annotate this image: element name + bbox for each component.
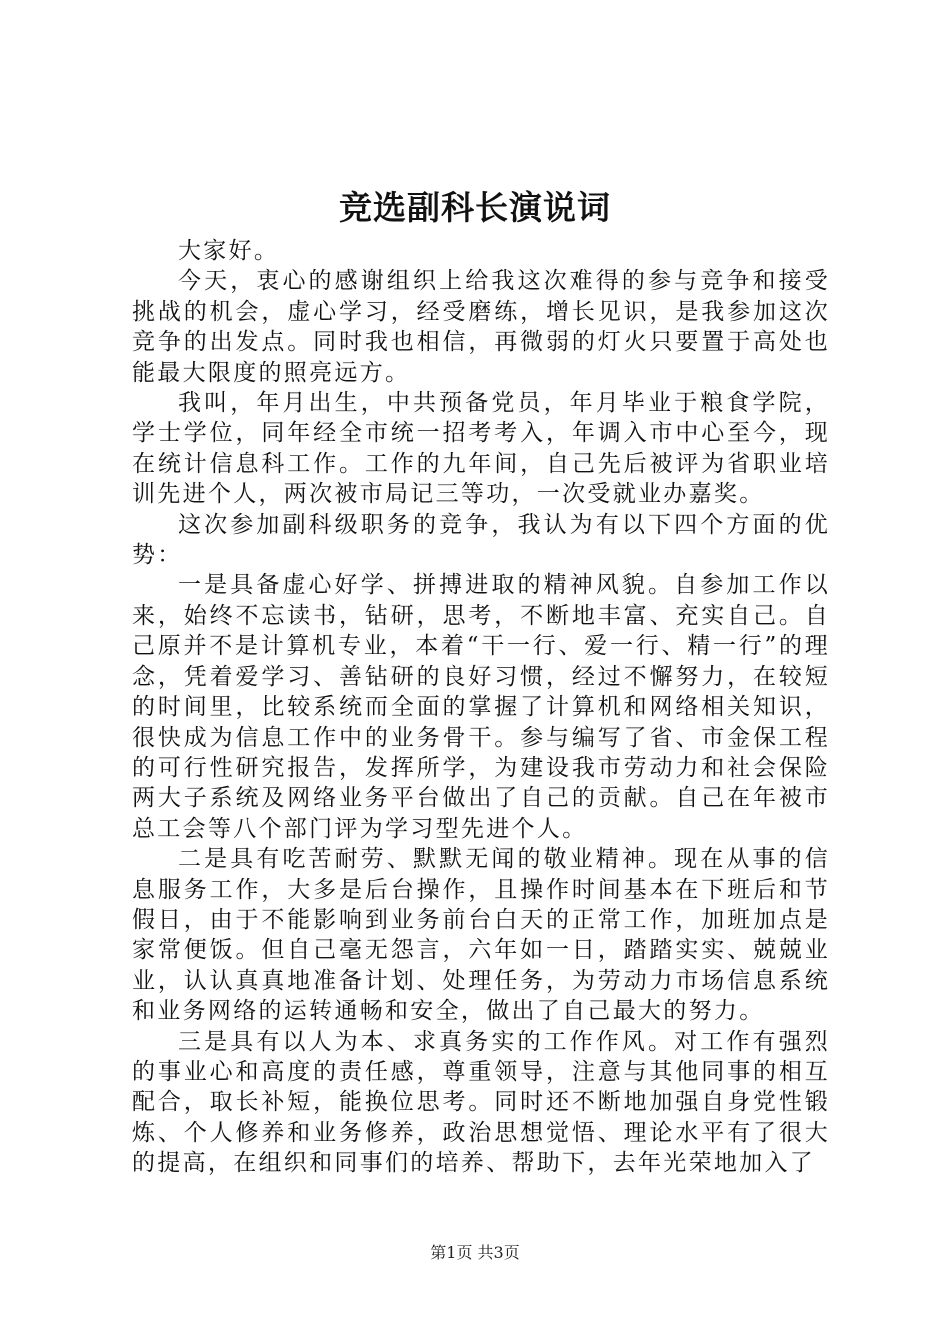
paragraph-advantage-one: 一是具备虚心好学、拼搏进取的精神风貌。自参加工作以来，始终不忘读书，钻研，思考，不断地丰富、充实自己。自己原并不是计算机专业，本着“干一行、爱一行、精一行”的理念，凭着爱学习、善钻研的良好习惯，经过不懈努力，在较短的时间里，比较系统而全面的掌握了计算机和网络相关知识，很快成为信息工作中的业务骨干。参与编写了省、市金保工程的可行性研究报告，发挥所学，为建设我市劳动力和社会保险两大子系统及网络业务平台做出了自己的贡献。自己在年被市总工会等八个部门评为学习型先进个人。 [132, 572, 830, 842]
paragraph-advantage-three: 三是具有以人为本、求真务实的工作作风。对工作有强烈的事业心和高度的责任感，尊重领导，注意与其他同事的相互配合，取长补短，能换位思考。同时还不断地加强自身党性锻炼、个人修养和业务修养，政治思想觉悟、理论水平有了很大的提高，在组织和同事们的培养、帮助下，去年光荣地加入了 [132, 1028, 830, 1177]
paragraph-advantages-intro: 这次参加副科级职务的竞争，我认为有以下四个方面的优势： [132, 511, 830, 569]
paragraph-self-introduction: 我叫，年月出生，中共预备党员，年月毕业于粮食学院，学士学位，同年经全市统一招考考入，年调入市中心至今，现在统计信息科工作。工作的九年间，自己先后被评为省职业培训先进个人，两次被市局记三等功，一次受就业办嘉奖。 [132, 390, 830, 508]
paragraph-advantage-two: 二是具有吃苦耐劳、默默无闻的敬业精神。现在从事的信息服务工作，大多是后台操作，且操作时间基本在下班后和节假日，由于不能影响到业务前台白天的正常工作，加班加点是家常便饭。但自己毫无怨言，六年如一日，踏踏实实、兢兢业业，认认真真地准备计划、处理任务，为劳动力市场信息系统和业务网络的运转通畅和安全，做出了自己最大的努力。 [132, 846, 830, 1025]
page-number-footer: 第1页 共3页 [430, 1243, 520, 1262]
paragraph-gratitude: 今天，衷心的感谢组织上给我这次难得的参与竞争和接受挑战的机会，虚心学习，经受磨练，增长见识，是我参加这次竞争的出发点。同时我也相信，再微弱的灯火只要置于高处也能最大限度的照亮远方。 [132, 268, 830, 386]
document-title: 竞选副科长演说词 [339, 188, 611, 227]
document-body [132, 236, 830, 1179]
paragraph-greeting: 大家好。 [178, 238, 280, 264]
